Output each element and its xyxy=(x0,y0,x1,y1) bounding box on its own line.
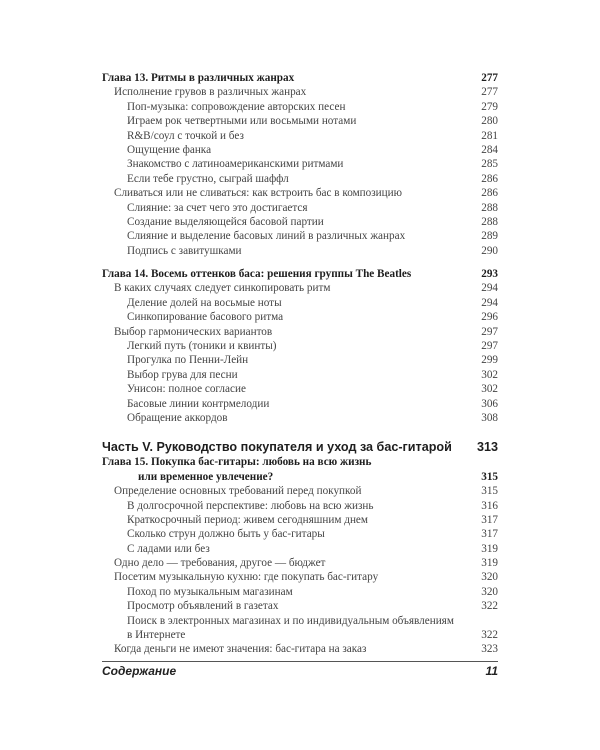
toc-entry[interactable] xyxy=(102,484,498,498)
page-footer xyxy=(102,661,498,678)
entry-page: 281 xyxy=(481,129,498,142)
entry-title: Слияние и выделение басовых линий в различных жанрах xyxy=(127,230,406,243)
entry-title: Синкопирование басового ритма xyxy=(127,311,284,324)
entry-page: 317 xyxy=(481,513,498,526)
entry-page: 280 xyxy=(481,115,498,128)
entry-title: Выбор гармонических вариантов xyxy=(114,325,273,338)
entry-title: Басовые линии контрмелодии xyxy=(127,397,270,410)
chapter-heading[interactable] xyxy=(102,455,498,469)
toc-entry[interactable] xyxy=(102,368,498,382)
entry-page: 294 xyxy=(481,282,498,295)
toc-entry[interactable] xyxy=(102,129,498,143)
toc-entry[interactable] xyxy=(102,499,498,513)
entry-page: 284 xyxy=(481,143,498,156)
entry-title: Исполнение грувов в различных жанрах xyxy=(114,86,307,99)
entry-page: 293 xyxy=(481,268,498,281)
toc-entry[interactable] xyxy=(102,339,498,353)
toc-entry[interactable] xyxy=(102,143,498,157)
entry-page: 286 xyxy=(481,187,498,200)
chapter-heading-continued[interactable] xyxy=(102,470,498,484)
toc-entry[interactable] xyxy=(102,114,498,128)
toc-entry[interactable] xyxy=(102,215,498,229)
entry-page: 322 xyxy=(481,629,498,642)
entry-title: Краткосрочный период: живем сегодняшним днем xyxy=(127,513,368,526)
entry-page: 319 xyxy=(481,557,498,570)
toc-entry[interactable] xyxy=(102,599,498,613)
entry-page: 320 xyxy=(481,585,498,598)
entry-title: Играем рок четвертными или восьмыми нотами xyxy=(127,115,357,128)
entry-title: Легкий путь (тоники и квинты) xyxy=(127,340,277,353)
toc-entry[interactable] xyxy=(102,172,498,186)
entry-page: 308 xyxy=(481,411,498,424)
chapter-title-line1: Глава 15. Покупка бас-гитары: любовь на всю жизнь xyxy=(102,456,372,469)
entry-title: Когда деньги не имеют значения: бас-гитара на заказ xyxy=(114,643,367,656)
toc-entry[interactable] xyxy=(102,281,498,295)
entry-page: 319 xyxy=(481,542,498,555)
toc-entry[interactable] xyxy=(102,186,498,200)
chapter-title-line2: или временное увлечение? xyxy=(138,470,274,483)
entry-title: С ладами или без xyxy=(127,542,210,555)
spacer xyxy=(102,258,498,267)
entry-title: Поиск в электронных магазинах и по индивидуальным объявлениям xyxy=(127,614,454,627)
table-of-contents xyxy=(102,71,498,657)
entry-page: 302 xyxy=(481,383,498,396)
entry-title: Сколько струн должно быть у бас-гитары xyxy=(127,528,325,541)
entry-page: 290 xyxy=(481,244,498,257)
entry-page: 279 xyxy=(481,100,498,113)
entry-title: Одно дело — требования, другое — бюджет xyxy=(114,557,326,570)
entry-title: Унисон: полное согласие xyxy=(127,383,246,396)
part-heading[interactable] xyxy=(102,439,498,455)
toc-entry[interactable] xyxy=(102,310,498,324)
entry-title: Глава 13. Ритмы в различных жанрах xyxy=(102,71,295,84)
toc-entry[interactable] xyxy=(102,614,498,628)
entry-page: 277 xyxy=(481,86,498,99)
toc-entry[interactable] xyxy=(102,513,498,527)
toc-entry[interactable] xyxy=(102,556,498,570)
entry-title: Создание выделяющейся басовой партии xyxy=(127,215,324,228)
entry-page: 294 xyxy=(481,296,498,309)
entry-title: R&B/соул с точкой и без xyxy=(127,129,244,142)
entry-page: 297 xyxy=(481,340,498,353)
toc-entry[interactable] xyxy=(102,296,498,310)
entry-page: 297 xyxy=(481,325,498,338)
entry-page: 315 xyxy=(481,470,498,483)
entry-title: В долгосрочной перспективе: любовь на всю жизнь xyxy=(127,499,374,512)
entry-title: Просмотр объявлений в газетах xyxy=(127,600,279,613)
entry-title: Обращение аккордов xyxy=(127,411,228,424)
chapter-heading[interactable] xyxy=(102,267,498,281)
entry-title: Деление долей на восьмые ноты xyxy=(127,296,282,309)
toc-entry[interactable] xyxy=(102,542,498,556)
entry-page: 288 xyxy=(481,201,498,214)
toc-entry-continued[interactable] xyxy=(102,628,498,642)
entry-title: Если тебе грустно, сыграй шаффл xyxy=(127,172,289,185)
entry-page: 320 xyxy=(481,571,498,584)
toc-entry[interactable] xyxy=(102,244,498,258)
entry-title: Часть V. Руководство покупателя и уход за бас-гитарой xyxy=(102,440,452,455)
entry-page: 296 xyxy=(481,311,498,324)
toc-entry[interactable] xyxy=(102,571,498,585)
entry-page: 299 xyxy=(481,354,498,367)
entry-title: Поход по музыкальным магазинам xyxy=(127,585,293,598)
toc-entry[interactable] xyxy=(102,382,498,396)
entry-title: Выбор грува для песни xyxy=(127,368,238,381)
entry-title: Ощущение фанка xyxy=(127,143,212,156)
entry-page: 317 xyxy=(481,528,498,541)
entry-title: Сливаться или не сливаться: как встроить бас в композицию xyxy=(114,187,402,200)
entry-page: 289 xyxy=(481,230,498,243)
entry-page: 286 xyxy=(481,172,498,185)
toc-entry[interactable] xyxy=(102,100,498,114)
chapter-heading[interactable] xyxy=(102,71,498,85)
entry-title: Знакомство с латиноамериканскими ритмами xyxy=(127,158,344,171)
entry-title: Глава 14. Восемь оттенков баса: решения группы The Beatles xyxy=(102,268,412,281)
entry-page: 277 xyxy=(481,71,498,84)
entry-page: 302 xyxy=(481,368,498,381)
entry-title: Подпись с завитушками xyxy=(127,244,242,257)
toc-entry[interactable] xyxy=(102,201,498,215)
spacer xyxy=(102,425,498,439)
entry-page: 306 xyxy=(481,397,498,410)
entry-page: 323 xyxy=(481,643,498,656)
entry-title: в Интернете xyxy=(127,629,186,642)
toc-entry[interactable] xyxy=(102,325,498,339)
entry-page: 322 xyxy=(481,600,498,613)
entry-page: 316 xyxy=(481,499,498,512)
entry-page: 285 xyxy=(481,158,498,171)
entry-title: Прогулка по Пенни-Лейн xyxy=(127,354,249,367)
entry-title: Определение основных требований перед покупкой xyxy=(114,485,362,498)
toc-entry[interactable] xyxy=(102,397,498,411)
entry-page: 313 xyxy=(476,440,498,455)
footer-page-number: 11 xyxy=(485,664,498,678)
entry-title: Слияние: за счет чего это достигается xyxy=(127,201,308,214)
toc-entry[interactable] xyxy=(102,642,498,656)
footer-section-title: Содержание xyxy=(102,664,177,678)
entry-title: Посетим музыкальную кухню: где покупать бас-гитару xyxy=(114,571,379,584)
toc-entry[interactable] xyxy=(102,527,498,541)
entry-title: В каких случаях следует синкопировать ритм xyxy=(114,282,331,295)
entry-page: 288 xyxy=(481,215,498,228)
entry-page: 315 xyxy=(481,485,498,498)
toc-entry[interactable] xyxy=(102,411,498,425)
toc-entry[interactable] xyxy=(102,157,498,171)
entry-title: Поп-музыка: сопровождение авторских песен xyxy=(127,100,346,113)
toc-entry[interactable] xyxy=(102,353,498,367)
toc-entry[interactable] xyxy=(102,585,498,599)
toc-entry[interactable] xyxy=(102,85,498,99)
toc-entry[interactable] xyxy=(102,229,498,243)
